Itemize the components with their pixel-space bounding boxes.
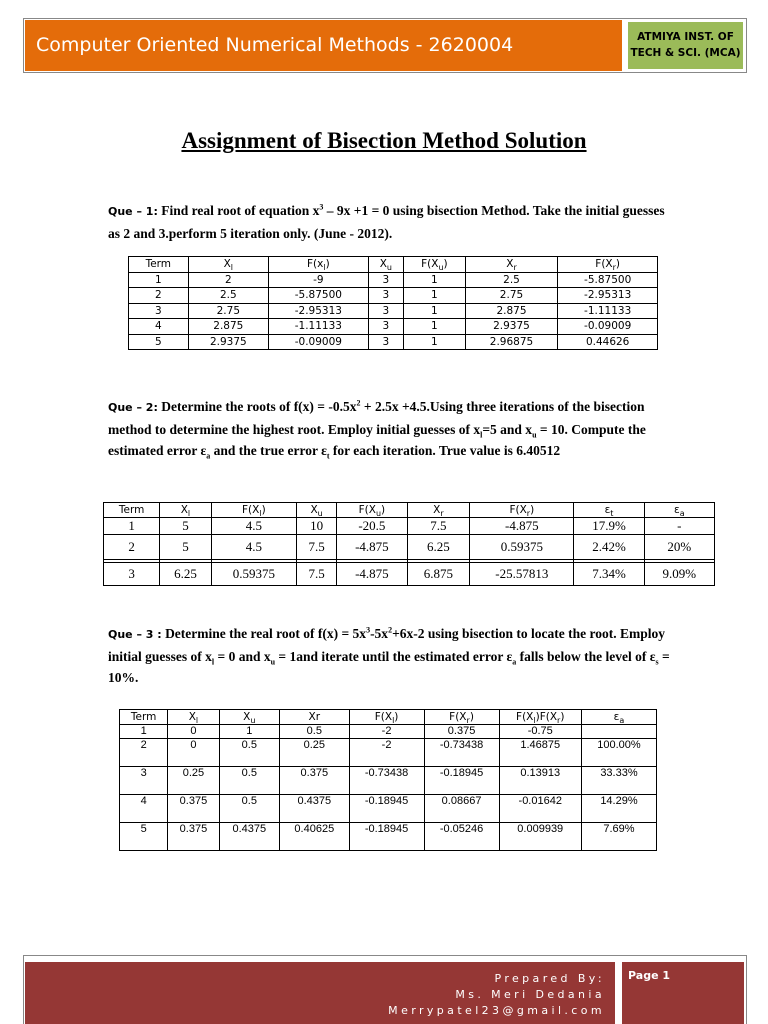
t2-header-fxl: $F(X_l)$ xyxy=(211,503,296,518)
table-cell: 2.75 xyxy=(188,303,268,319)
table-cell: 17.9% xyxy=(574,518,644,535)
table-2 xyxy=(103,502,715,586)
table-cell: 1 xyxy=(404,288,466,304)
table-cell: 7.5 xyxy=(296,535,336,560)
table-cell: 3 xyxy=(368,272,403,288)
table-row xyxy=(120,795,657,823)
q2-text-4: = 10. Compute the estimated error ε xyxy=(108,421,646,458)
table-row xyxy=(129,334,658,350)
table-cell: 0 xyxy=(168,739,219,767)
table-cell: -5.87500 xyxy=(269,288,369,304)
question-3-label: Que – 3 : xyxy=(108,628,162,641)
table-cell: 3 xyxy=(104,563,160,586)
table-cell: 2.75 xyxy=(465,288,558,304)
table-cell: 3 xyxy=(120,767,168,795)
q2-text-2: + 2.5x +4.5.Using three iterations of the bisection method to determine the highest root. Employ initial guesses of x xyxy=(108,399,645,437)
table-row xyxy=(104,518,715,535)
table-cell: 1 xyxy=(219,725,279,739)
table-cell: 2.9375 xyxy=(465,319,558,335)
t2-header-fxu: $F(X_u)$ xyxy=(337,503,407,518)
table-cell: 4 xyxy=(129,319,189,335)
q3-sub-3: a xyxy=(512,657,517,667)
q3-sub-4: s xyxy=(655,657,659,667)
table-row xyxy=(129,303,658,319)
table-row xyxy=(129,272,658,288)
table-cell: 100.00% xyxy=(581,739,656,767)
table-cell: 1 xyxy=(404,319,466,335)
footer-author: Ms. Meri Dedania xyxy=(455,988,605,1001)
table-row xyxy=(120,823,657,851)
t3-header-fxr: $F(X_r)$ xyxy=(424,710,499,725)
table-cell: 7.5 xyxy=(407,518,470,535)
table-cell: 5 xyxy=(129,334,189,350)
table-cell: 0.59375 xyxy=(211,563,296,586)
q2-sub-2: u xyxy=(532,430,537,440)
t3-header-xu: $X_u$ xyxy=(219,710,279,725)
t3-header-xr: Xr xyxy=(280,710,350,725)
table-cell: -0.73438 xyxy=(424,739,499,767)
q3-text-1: Determine the real root of f(x) = 5x xyxy=(161,626,367,641)
table-cell: -0.18945 xyxy=(424,767,499,795)
table-cell: 2.96875 xyxy=(465,334,558,350)
q1-text-1: Find real root of equation x xyxy=(157,203,320,218)
footer-author-block xyxy=(25,962,615,1024)
table-cell: 1 xyxy=(104,518,160,535)
table-cell: 0.08667 xyxy=(424,795,499,823)
table-cell: 2.5 xyxy=(465,272,558,288)
institute-badge xyxy=(628,22,743,69)
q3-text-4: = 0 and x xyxy=(214,648,271,664)
table-cell: -0.01642 xyxy=(499,795,581,823)
table-cell: 0.4375 xyxy=(219,823,279,851)
table-cell: 33.33% xyxy=(581,767,656,795)
table-cell: 3 xyxy=(368,303,403,319)
q2-text-6: for each iteration. True value is 6.40512 xyxy=(329,443,561,458)
table-cell: 1 xyxy=(129,272,189,288)
table-cell: 3 xyxy=(368,334,403,350)
table-3 xyxy=(119,709,657,851)
table-cell: 1 xyxy=(120,725,168,739)
table-cell: 0.4375 xyxy=(280,795,350,823)
table-1-header-row xyxy=(129,257,658,273)
t2-header-xu: $X_u$ xyxy=(296,503,336,518)
table-cell: -4.875 xyxy=(470,518,574,535)
table-cell: -0.09009 xyxy=(558,319,658,335)
table-cell: 6.25 xyxy=(160,563,212,586)
table-cell: 9.09% xyxy=(644,563,714,586)
t1-header-fxr: $F(X_r)$ xyxy=(558,257,658,273)
q1-sup-1: 3 xyxy=(319,202,324,212)
table-cell: 5 xyxy=(120,823,168,851)
table-cell: 10 xyxy=(296,518,336,535)
table-cell: -9 xyxy=(269,272,369,288)
page-header xyxy=(23,18,747,73)
institute-line-2: TECH & SCI. (MCA) xyxy=(630,47,741,59)
table-cell: 2 xyxy=(120,739,168,767)
table-cell: -4.875 xyxy=(337,535,407,560)
table-cell: 0.009939 xyxy=(499,823,581,851)
table-cell xyxy=(581,725,656,739)
q3-text-5: = 1and iterate until the estimated error ε xyxy=(275,648,513,664)
t1-header-xl: $X_l$ xyxy=(188,257,268,273)
t1-header-xr: $X_r$ xyxy=(465,257,558,273)
table-cell: 1 xyxy=(404,334,466,350)
table-cell: 2.9375 xyxy=(188,334,268,350)
table-cell: 3 xyxy=(129,303,189,319)
t2-header-ea: $\varepsilon_a$ xyxy=(644,503,714,518)
t2-header-xr: $X_r$ xyxy=(407,503,470,518)
table-cell: 2 xyxy=(129,288,189,304)
document-title: Assignment of Bisection Method Solution xyxy=(181,128,587,153)
q2-sub-1: l xyxy=(480,430,483,440)
table-cell: 0 xyxy=(168,725,219,739)
q3-sup-2: 2 xyxy=(388,625,393,635)
q3-text-7: = 10%. xyxy=(108,648,670,685)
q3-sup-1: 3 xyxy=(366,625,371,635)
q3-text-2: -5x xyxy=(370,626,389,641)
table-cell: 2 xyxy=(104,535,160,560)
table-cell: 2.875 xyxy=(188,319,268,335)
table-cell: 0.5 xyxy=(219,795,279,823)
table-cell: 6.875 xyxy=(407,563,470,586)
table-row xyxy=(104,535,715,560)
table-cell: 7.34% xyxy=(574,563,644,586)
q2-text-5: and the true error ε xyxy=(210,443,327,458)
table-cell: 0.13913 xyxy=(499,767,581,795)
table-cell: 0.5 xyxy=(219,739,279,767)
t3-header-fxl: $F(X_l)$ xyxy=(349,710,424,725)
question-2 xyxy=(108,396,678,462)
page-number: Page 1 xyxy=(621,962,744,1024)
t3-header-product: $F(X_l)F(X_r)$ xyxy=(499,710,581,725)
q3-text-3: +6x-2 using bisection to locate the root. Employ initial guesses of x xyxy=(108,626,665,664)
footer-email: Merrypatel23@gmail.com xyxy=(388,1004,605,1017)
table-cell: -0.18945 xyxy=(349,823,424,851)
table-cell: -0.05246 xyxy=(424,823,499,851)
table-cell: -0.18945 xyxy=(349,795,424,823)
course-title: Computer Oriented Numerical Methods - 2620004 xyxy=(25,20,622,71)
table-cell: -1.11133 xyxy=(269,319,369,335)
t2-header-xl: $X_l$ xyxy=(160,503,212,518)
t3-header-xl: $X_l$ xyxy=(168,710,219,725)
table-cell: 0.375 xyxy=(280,767,350,795)
q3-text-6: falls below the level of ε xyxy=(516,648,656,664)
q2-sub-4: t xyxy=(326,451,330,461)
table-row xyxy=(120,725,657,739)
t3-header-term: Term xyxy=(120,710,168,725)
table-3-header-row xyxy=(120,710,657,725)
table-cell: -5.87500 xyxy=(558,272,658,288)
t3-header-ea: $\varepsilon_a$ xyxy=(581,710,656,725)
table-1 xyxy=(128,256,658,350)
table-cell: 0.40625 xyxy=(280,823,350,851)
table-cell: 7.69% xyxy=(581,823,656,851)
t1-header-fxu: $F(X_u)$ xyxy=(404,257,466,273)
table-cell: 4.5 xyxy=(211,535,296,560)
table-cell: 7.5 xyxy=(296,563,336,586)
table-row xyxy=(129,288,658,304)
table-cell: -25.57813 xyxy=(470,563,574,586)
table-cell: 0.44626 xyxy=(558,334,658,350)
table-cell: 0.375 xyxy=(424,725,499,739)
table-cell: 0.5 xyxy=(280,725,350,739)
table-cell: - xyxy=(644,518,714,535)
table-cell: 20% xyxy=(644,535,714,560)
table-cell: -1.11133 xyxy=(558,303,658,319)
table-cell: -0.09009 xyxy=(269,334,369,350)
q3-sub-1: l xyxy=(211,657,215,667)
table-cell: 5 xyxy=(160,535,212,560)
q2-sup-1: 2 xyxy=(356,398,361,408)
q3-sub-2: u xyxy=(270,657,276,667)
table-cell: 3 xyxy=(368,288,403,304)
table-cell: 0.25 xyxy=(168,767,219,795)
table-row xyxy=(104,563,715,586)
page-footer xyxy=(23,955,747,1024)
t1-header-fxl: $F(x_l)$ xyxy=(269,257,369,273)
table-row xyxy=(129,319,658,335)
q2-text-1: Determine the roots of f(x) = -0.5x xyxy=(157,399,357,414)
table-cell: -0.73438 xyxy=(349,767,424,795)
table-cell: 1 xyxy=(404,303,466,319)
table-2-header-row xyxy=(104,503,715,518)
question-1-label: Que – 1: xyxy=(108,205,158,218)
table-cell: 2 xyxy=(188,272,268,288)
t1-header-term: Term xyxy=(129,257,189,273)
table-cell: -20.5 xyxy=(337,518,407,535)
table-cell: 4.5 xyxy=(211,518,296,535)
q2-sub-3: a xyxy=(206,451,211,461)
question-3 xyxy=(108,623,678,689)
table-cell: 6.25 xyxy=(407,535,470,560)
q2-text-3: =5 and x xyxy=(482,421,533,437)
table-cell: 2.5 xyxy=(188,288,268,304)
table-cell: 1.46875 xyxy=(499,739,581,767)
table-row xyxy=(120,739,657,767)
table-cell: 0.375 xyxy=(168,823,219,851)
table-cell: -2 xyxy=(349,725,424,739)
t1-header-xu: $X_u$ xyxy=(368,257,403,273)
table-cell: 1 xyxy=(404,272,466,288)
table-cell: -2 xyxy=(349,739,424,767)
table-cell: 14.29% xyxy=(581,795,656,823)
t2-header-et: $\varepsilon_t$ xyxy=(574,503,644,518)
table-cell: 0.59375 xyxy=(470,535,574,560)
table-cell: -4.875 xyxy=(337,563,407,586)
question-2-label: Que – 2: xyxy=(108,401,158,414)
table-cell: 0.5 xyxy=(219,767,279,795)
table-cell: 2.875 xyxy=(465,303,558,319)
table-cell: 0.375 xyxy=(168,795,219,823)
institute-line-1: ATMIYA INST. OF xyxy=(637,31,734,43)
table-cell: 0.25 xyxy=(280,739,350,767)
table-cell: 2.42% xyxy=(574,535,644,560)
footer-prepared-by: Prepared By: xyxy=(494,972,605,985)
question-1 xyxy=(108,200,678,244)
table-row xyxy=(120,767,657,795)
table-cell: 3 xyxy=(368,319,403,335)
table-cell: -2.95313 xyxy=(558,288,658,304)
table-cell: -0.75 xyxy=(499,725,581,739)
t2-header-fxr: $F(X_r)$ xyxy=(470,503,574,518)
table-cell: 4 xyxy=(120,795,168,823)
t2-header-term: Term xyxy=(104,503,160,518)
table-cell: -2.95313 xyxy=(269,303,369,319)
q1-text-2: – 9x +1 = 0 using bisection Method. Take the initial guesses as 2 and 3.perform 5 iteration only. (June - 2012). xyxy=(108,203,665,241)
table-cell: 5 xyxy=(160,518,212,535)
